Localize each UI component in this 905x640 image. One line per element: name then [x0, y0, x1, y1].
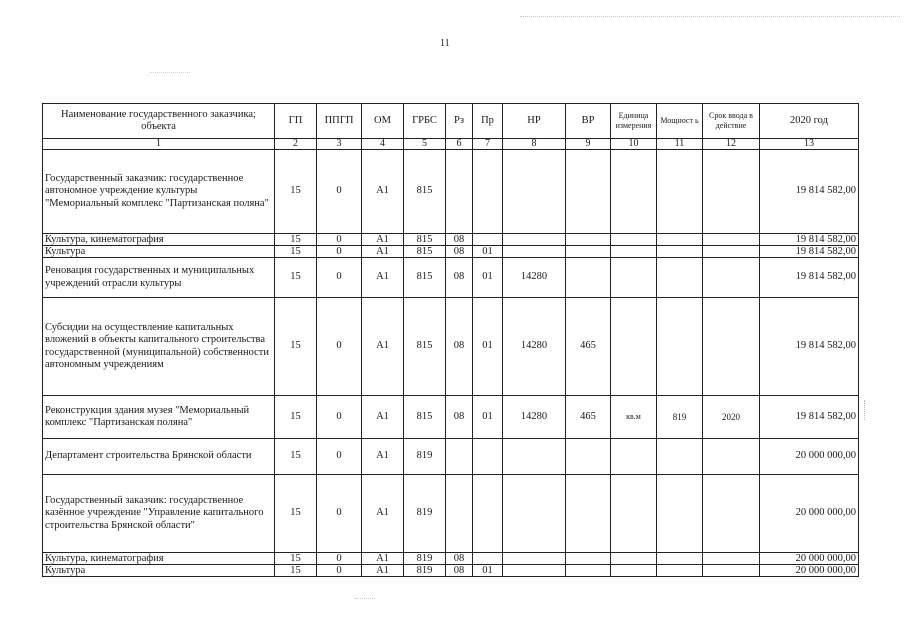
column-number: 6	[446, 139, 473, 150]
cell-gp: 15	[275, 234, 317, 246]
cell-commission-date	[703, 439, 760, 475]
cell-om: А1	[362, 396, 404, 439]
cell-pr	[473, 439, 503, 475]
cell-grbs: 815	[404, 258, 446, 298]
column-number: 1	[43, 139, 275, 150]
cell-grbs: 819	[404, 565, 446, 577]
cell-unit	[611, 258, 657, 298]
cell-pr	[473, 553, 503, 565]
cell-commission-date	[703, 298, 760, 396]
cell-rz: 08	[446, 234, 473, 246]
table-row	[43, 258, 859, 298]
cell-capacity	[657, 298, 703, 396]
row-name: Реновация государственных и муниципальных учреждений отрасли культуры	[43, 258, 275, 298]
column-number: 7	[473, 139, 503, 150]
header-pr: Пр	[473, 104, 503, 139]
row-name: Субсидии на осуществление капитальных вложений в объекты капитального строительства государственной (муниципальной) собственности автономным учреждениям	[43, 298, 275, 396]
cell-nr	[503, 439, 566, 475]
cell-ppgp: 0	[317, 475, 362, 553]
cell-amount: 20 000 000,00	[760, 565, 859, 577]
cell-rz: 08	[446, 246, 473, 258]
cell-gp: 15	[275, 150, 317, 234]
cell-rz: 08	[446, 298, 473, 396]
cell-capacity	[657, 234, 703, 246]
cell-ppgp: 0	[317, 234, 362, 246]
cell-unit	[611, 475, 657, 553]
cell-rz: 08	[446, 565, 473, 577]
cell-pr: 01	[473, 396, 503, 439]
cell-amount: 19 814 582,00	[760, 234, 859, 246]
cell-unit: кв.м	[611, 396, 657, 439]
cell-ppgp: 0	[317, 396, 362, 439]
cell-pr: 01	[473, 246, 503, 258]
cell-rz: 08	[446, 553, 473, 565]
column-number: 12	[703, 139, 760, 150]
cell-capacity	[657, 439, 703, 475]
scan-artifact-right	[864, 400, 865, 420]
header-ppgp: ППГП	[317, 104, 362, 139]
cell-nr	[503, 234, 566, 246]
cell-capacity	[657, 553, 703, 565]
cell-vr	[566, 258, 611, 298]
header-row	[43, 104, 859, 139]
cell-ppgp: 0	[317, 246, 362, 258]
cell-ppgp: 0	[317, 553, 362, 565]
cell-vr	[566, 475, 611, 553]
scan-artifact-bottom	[355, 598, 375, 599]
cell-capacity	[657, 246, 703, 258]
header-nr: НР	[503, 104, 566, 139]
cell-commission-date	[703, 553, 760, 565]
cell-grbs: 815	[404, 234, 446, 246]
column-number: 2	[275, 139, 317, 150]
header-grbs: ГРБС	[404, 104, 446, 139]
cell-grbs: 815	[404, 150, 446, 234]
cell-om: А1	[362, 150, 404, 234]
header-capacity: Мощност ь	[657, 104, 703, 139]
cell-om: А1	[362, 258, 404, 298]
cell-om: А1	[362, 439, 404, 475]
header-vr: ВР	[566, 104, 611, 139]
cell-nr	[503, 565, 566, 577]
column-number: 5	[404, 139, 446, 150]
column-number: 11	[657, 139, 703, 150]
cell-gp: 15	[275, 258, 317, 298]
column-number: 10	[611, 139, 657, 150]
cell-gp: 15	[275, 553, 317, 565]
cell-nr: 14280	[503, 396, 566, 439]
row-name: Культура, кинематография	[43, 234, 275, 246]
cell-nr	[503, 553, 566, 565]
header-unit: Единица измерения	[611, 104, 657, 139]
row-name: Культура	[43, 565, 275, 577]
cell-amount: 20 000 000,00	[760, 553, 859, 565]
cell-nr	[503, 150, 566, 234]
table-row	[43, 150, 859, 234]
cell-vr	[566, 150, 611, 234]
page-number: 11	[440, 38, 450, 49]
cell-pr: 01	[473, 258, 503, 298]
cell-gp: 15	[275, 298, 317, 396]
cell-om: А1	[362, 475, 404, 553]
cell-om: А1	[362, 298, 404, 396]
cell-amount: 20 000 000,00	[760, 439, 859, 475]
cell-pr: 01	[473, 298, 503, 396]
cell-grbs: 815	[404, 396, 446, 439]
cell-capacity	[657, 258, 703, 298]
cell-grbs: 815	[404, 246, 446, 258]
header-year-2020: 2020 год	[760, 104, 859, 139]
cell-gp: 15	[275, 565, 317, 577]
cell-nr	[503, 246, 566, 258]
cell-unit	[611, 298, 657, 396]
cell-nr: 14280	[503, 298, 566, 396]
cell-unit	[611, 234, 657, 246]
cell-vr	[566, 246, 611, 258]
cell-commission-date	[703, 246, 760, 258]
cell-commission-date: 2020	[703, 396, 760, 439]
cell-commission-date	[703, 258, 760, 298]
cell-unit	[611, 246, 657, 258]
cell-ppgp: 0	[317, 258, 362, 298]
cell-ppgp: 0	[317, 298, 362, 396]
cell-commission-date	[703, 150, 760, 234]
cell-amount: 19 814 582,00	[760, 298, 859, 396]
cell-rz	[446, 150, 473, 234]
cell-pr	[473, 234, 503, 246]
cell-vr	[566, 439, 611, 475]
column-number: 3	[317, 139, 362, 150]
cell-vr	[566, 234, 611, 246]
cell-gp: 15	[275, 396, 317, 439]
cell-pr: 01	[473, 565, 503, 577]
row-name: Культура	[43, 246, 275, 258]
table-row	[43, 565, 859, 577]
table-row	[43, 439, 859, 475]
cell-amount: 19 814 582,00	[760, 258, 859, 298]
cell-rz: 08	[446, 396, 473, 439]
row-name: Департамент строительства Брянской области	[43, 439, 275, 475]
header-name: Наименование государственного заказчика; объекта	[43, 104, 275, 139]
cell-nr	[503, 475, 566, 553]
cell-amount: 19 814 582,00	[760, 150, 859, 234]
scan-artifact-left	[150, 72, 190, 73]
column-number-row	[43, 139, 859, 150]
cell-ppgp: 0	[317, 150, 362, 234]
table-row	[43, 553, 859, 565]
cell-pr	[473, 150, 503, 234]
column-number: 4	[362, 139, 404, 150]
cell-vr	[566, 565, 611, 577]
column-number: 13	[760, 139, 859, 150]
cell-unit	[611, 439, 657, 475]
cell-vr: 465	[566, 298, 611, 396]
cell-amount: 19 814 582,00	[760, 396, 859, 439]
scan-artifact-top	[520, 16, 900, 19]
cell-commission-date	[703, 565, 760, 577]
cell-gp: 15	[275, 475, 317, 553]
cell-capacity: 819	[657, 396, 703, 439]
cell-unit	[611, 150, 657, 234]
cell-grbs: 819	[404, 475, 446, 553]
cell-unit	[611, 565, 657, 577]
cell-commission-date	[703, 234, 760, 246]
row-name: Реконструкция здания музея "Мемориальный комплекс "Партизанская поляна"	[43, 396, 275, 439]
cell-om: А1	[362, 246, 404, 258]
cell-vr	[566, 553, 611, 565]
row-name: Государственный заказчик: государственное казённое учреждение "Управление капитального строительства Брянской области"	[43, 475, 275, 553]
row-name: Культура, кинематография	[43, 553, 275, 565]
cell-om: А1	[362, 234, 404, 246]
header-om: ОМ	[362, 104, 404, 139]
cell-ppgp: 0	[317, 565, 362, 577]
header-commission-date: Срок ввода в действие	[703, 104, 760, 139]
table-row	[43, 246, 859, 258]
cell-amount: 20 000 000,00	[760, 475, 859, 553]
cell-rz: 08	[446, 258, 473, 298]
cell-vr: 465	[566, 396, 611, 439]
table-row	[43, 396, 859, 439]
cell-capacity	[657, 150, 703, 234]
cell-grbs: 819	[404, 553, 446, 565]
cell-om: А1	[362, 553, 404, 565]
table-row	[43, 298, 859, 396]
cell-unit	[611, 553, 657, 565]
cell-ppgp: 0	[317, 439, 362, 475]
cell-rz	[446, 439, 473, 475]
header-gp: ГП	[275, 104, 317, 139]
cell-pr	[473, 475, 503, 553]
cell-grbs: 815	[404, 298, 446, 396]
cell-capacity	[657, 565, 703, 577]
table-row	[43, 234, 859, 246]
column-number: 9	[566, 139, 611, 150]
cell-commission-date	[703, 475, 760, 553]
cell-gp: 15	[275, 439, 317, 475]
table-row	[43, 475, 859, 553]
cell-om: А1	[362, 565, 404, 577]
column-number: 8	[503, 139, 566, 150]
cell-rz	[446, 475, 473, 553]
cell-nr: 14280	[503, 258, 566, 298]
cell-capacity	[657, 475, 703, 553]
cell-amount: 19 814 582,00	[760, 246, 859, 258]
cell-gp: 15	[275, 246, 317, 258]
cell-grbs: 819	[404, 439, 446, 475]
budget-table	[42, 103, 859, 577]
row-name: Государственный заказчик: государственное автономное учреждение культуры "Мемориальный комплекс "Партизанская поляна"	[43, 150, 275, 234]
header-rz: Рз	[446, 104, 473, 139]
